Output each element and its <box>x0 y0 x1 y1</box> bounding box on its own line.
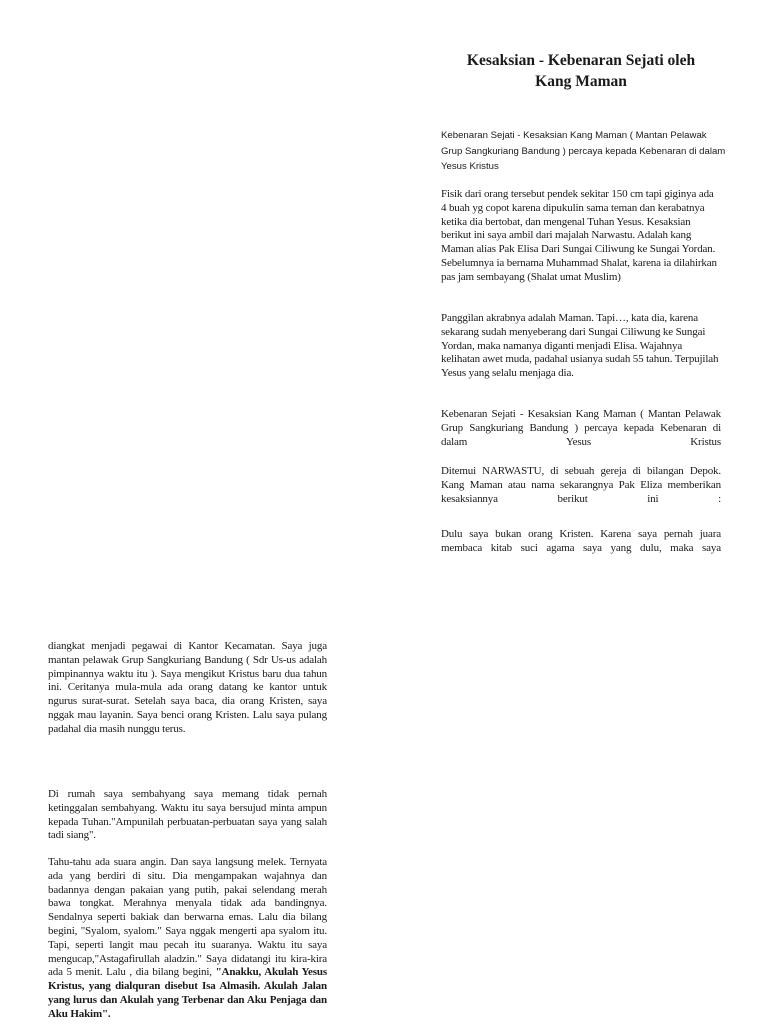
page-title <box>440 50 722 92</box>
right-paragraph-3: Kebenaran Sejati - Kesaksian Kang Maman ( Mantan Pelawak Grup Sangkuriang Bandung ) percaya kepada Kebenaran di dalam Yesus Kristus <box>441 408 721 448</box>
right-paragraph-4: Ditemui NARWASTU, di sebuah gereja di bilangan Depok. Kang Maman atau nama sekarangnya Pak Eliza memberikan kesaksiannya berikut ini : <box>441 465 721 505</box>
right-paragraph-5: Dulu saya bukan orang Kristen. Karena saya pernah juara membaca kitab suci agama saya yang dulu, maka saya <box>441 528 721 554</box>
title-line-1: Kesaksian - Kebenaran Sejati oleh <box>466 52 696 69</box>
left-paragraph-3-bold: "Anakku, Akulah Yesus Kristus, yang dialquran disebut Isa Almasih. Akulah Jalan yang lurus dan Akulah yang Terbenar dan Aku Penjaga dan Aku Hakim". <box>48 966 327 1020</box>
left-paragraph-3 <box>48 856 327 1022</box>
left-paragraph-2: Di rumah saya sembahyang saya memang tidak pernah ketinggalan sembahyang. Waktu itu saya bersujud minta ampun kepada Tuhan."Ampunilah perbuatan-perbuatan saya yang salah tadi siang". <box>48 788 327 842</box>
left-paragraph-3-text: Tahu-tahu ada suara angin. Dan saya langsung melek. Ternyata ada yang berdiri di situ. Dia mengampakan wajahnya dan badannya dengan pakaian yang putih, pakai selendang merah bawa tongkat. Merahnya menyala tidak ada bandingnya. Sendalnya seperti bakiak dan berwarna emas. Lalu dia bilang begini, "Syalom, syalom." Saya nggak mengerti apa syalom itu. Tapi, seperti langit mau pecah itu suaranya. Waktu itu saya mengucap,"Astagafirullah aladzin." Saya didatangi itu kira-kira ada 5 menit. Lalu , dia bilang begini, <box>48 856 327 979</box>
title-line-2: Kang Maman <box>535 73 627 90</box>
subtitle: Kebenaran Sejati - Kesaksian Kang Maman ( Mantan Pelawak Grup Sangkuriang Bandung ) percaya kepada Kebenaran di dalam Yesus Kristus <box>441 130 726 172</box>
left-paragraph-1: diangkat menjadi pegawai di Kantor Kecamatan. Saya juga mantan pelawak Grup Sangkuriang Bandung ( Sdr Us-us adalah pimpinannya waktu itu ). Saya mengikut Kristus baru dua tahun ini. Ceritanya mula-mula ada orang datang ke kantor untuk ngurus surat-surat. Setelah saya baca, dia orang Kristen, saya nggak mau layanin. Saya benci orang Kristen. Lalu saya pulang padahal dia masih nunggu terus. <box>48 640 327 735</box>
right-paragraph-2: Panggilan akrabnya adalah Maman. Tapi…, kata dia, karena sekarang sudah menyeberang dari Sungai Ciliwung ke Sungai Yordan, maka namanya diganti menjadi Elisa. Wajahnya kelihatan awet muda, padahal usianya sudah 55 tahun. Terpujilah Yesus yang selalu menjaga dia. <box>441 312 719 380</box>
right-paragraph-1: Fisik dari orang tersebut pendek sekitar 150 cm tapi giginya ada 4 buah yg copot karena dipukulin sama teman dan kerabatnya ketika dia bertobat, dan mengenal Tuhan Yesus. Kesaksian berikut ini saya ambil dari majalah Narwastu. Adalah kang Maman alias Pak Elisa Dari Sungai Ciliwung ke Sungai Yordan. Sebelumnya ia bernama Muhammad Shalat, karena ia dilahirkan pas jam sembayang (Shalat umat Muslim) <box>441 188 717 283</box>
